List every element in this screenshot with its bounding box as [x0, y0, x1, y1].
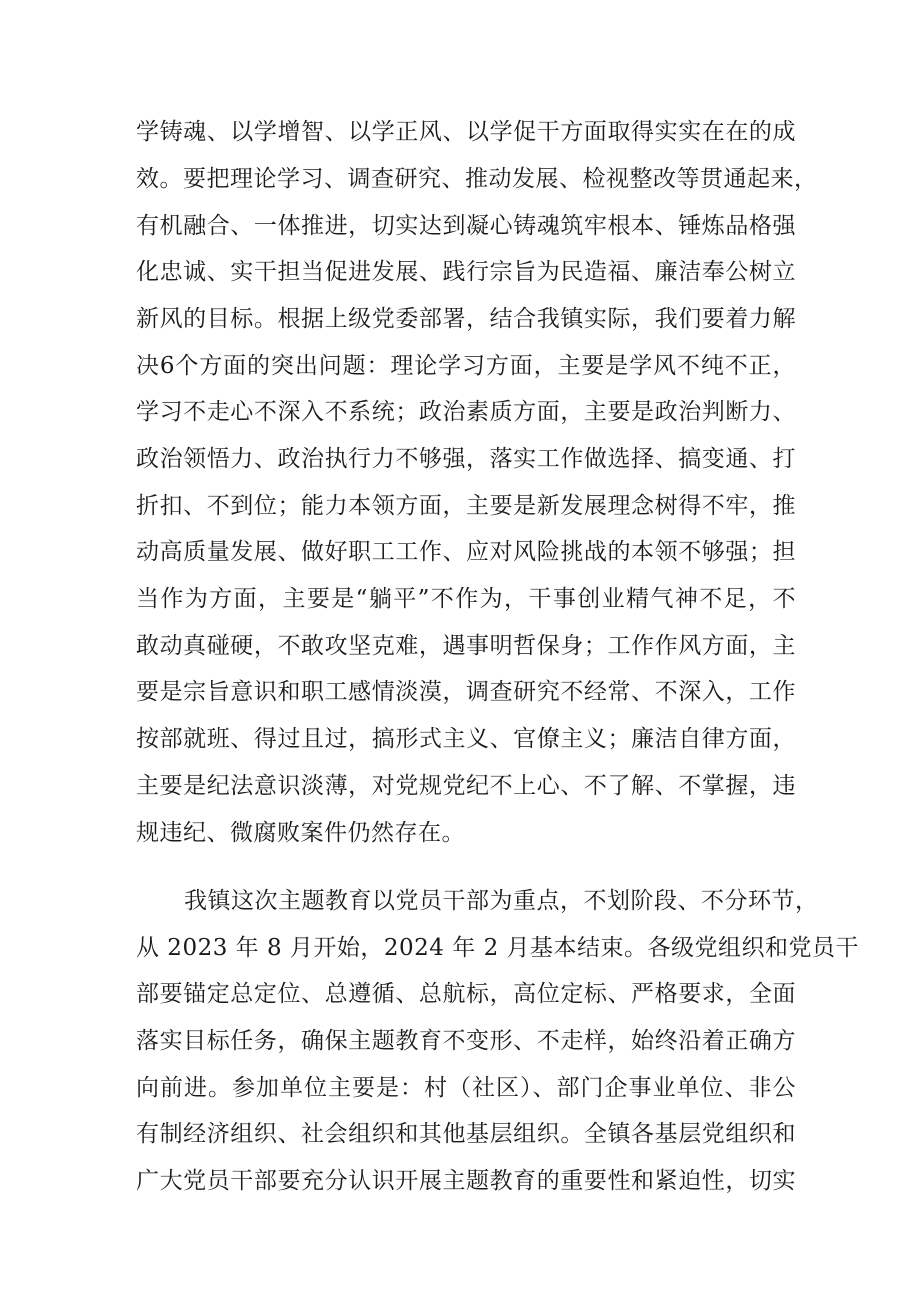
- text-line: 有机融合、一体推进，切实达到凝心铸魂筑牢根本、锤炼品格强: [136, 213, 796, 239]
- text-line: 按部就班、得过且过，搞形式主义、官僚主义；廉洁自律方面，: [136, 726, 796, 752]
- text-line: 学习不走心不深入不系统；政治素质方面，主要是政治判断力、: [136, 399, 796, 425]
- text-line: 要是宗旨意识和职工感情淡漠，调查研究不经常、不深入，工作: [136, 679, 796, 705]
- text-line: 学铸魂、以学增智、以学正风、以学促干方面取得实实在在的成: [136, 119, 796, 145]
- text-line: 向前进。参加单位主要是：村（社区）、部门企事业单位、非公: [136, 1075, 796, 1101]
- text-line: 我镇这次主题教育以党员干部为重点，不划阶段、不分环节，: [184, 888, 819, 914]
- text-line: 效。要把理论学习、调查研究、推动发展、检视整改等贯通起来，: [136, 166, 818, 192]
- text-line: 落实目标任务，确保主题教育不变形、不走样，始终沿着正确方: [136, 1028, 796, 1054]
- text-line: 规违纪、微腐败案件仍然存在。: [136, 820, 465, 846]
- text-line: 敢动真碰硬，不敢攻坚克难，遇事明哲保身；工作作风方面，主: [136, 633, 796, 659]
- text-line: 部要锚定总定位、总遵循、总航标，高位定标、严格要求，全面: [136, 981, 796, 1007]
- text-line: 决6个方面的突出问题：理论学习方面，主要是学风不纯不正，: [136, 353, 796, 379]
- text-line: 化忠诚、实干担当促进发展、践行宗旨为民造福、廉洁奉公树立: [136, 259, 796, 285]
- text-line: 动高质量发展、做好职工工作、应对风险挑战的本领不够强；担: [136, 539, 796, 565]
- text-line: 新风的目标。根据上级党委部署，结合我镇实际，我们要着力解: [136, 306, 796, 332]
- text-line: 折扣、不到位；能力本领方面，主要是新发展理念树得不牢，推: [136, 493, 796, 519]
- text-line: 主要是纪法意识淡薄，对党规党纪不上心、不了解、不掌握，违: [136, 773, 796, 799]
- text-line: 当作为方面，主要是“躺平”不作为，干事创业精气神不足，不: [136, 586, 796, 612]
- text-line: 有制经济组织、社会组织和其他基层组织。全镇各基层党组织和: [136, 1121, 796, 1147]
- text-line: 广大党员干部要充分认识开展主题教育的重要性和紧迫性，切实: [136, 1168, 796, 1194]
- text-line: 政治领悟力、政治执行力不够强，落实工作做选择、搞变通、打: [136, 446, 796, 472]
- text-line: 从 2023 年 8 月开始，2024 年 2 月基本结束。各级党组织和党员干: [136, 935, 860, 961]
